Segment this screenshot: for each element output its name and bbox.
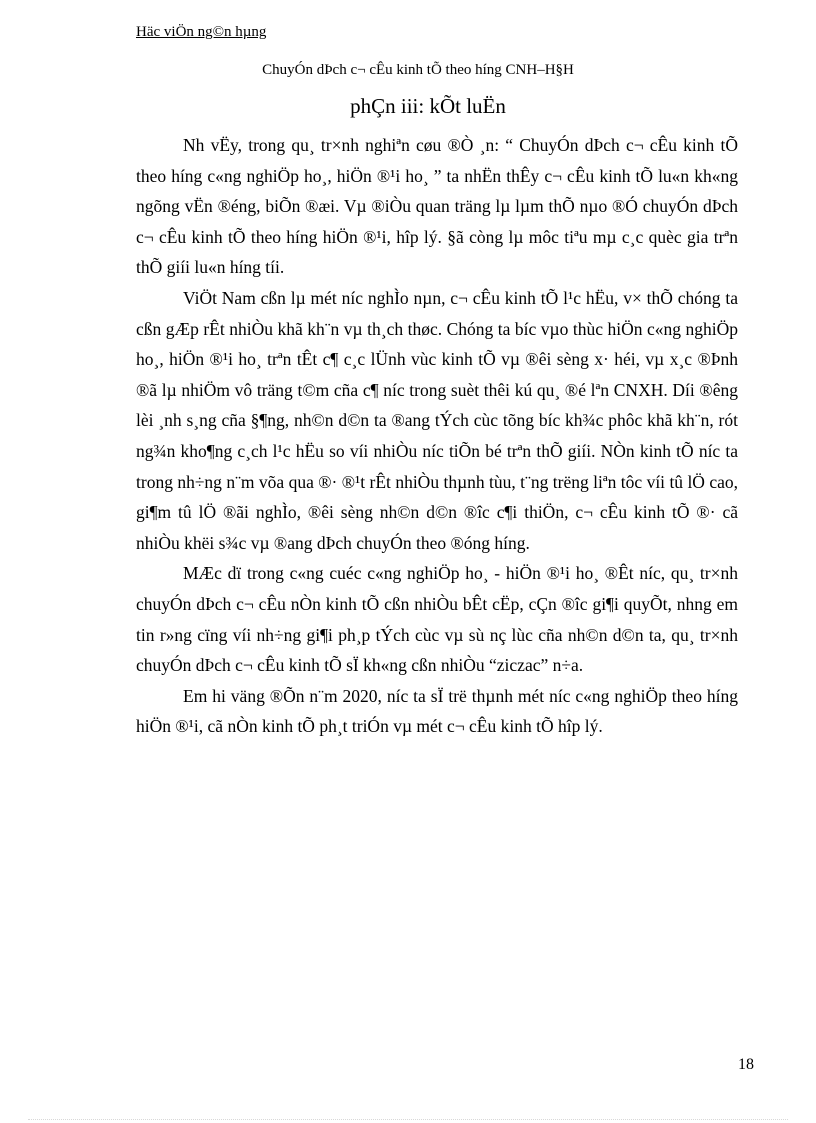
- body-text: [136, 130, 738, 742]
- paragraph-1: Nh vËy, trong qu¸ tr×nh nghiªn cøu ®Ò ¸n: “ ChuyÓn dÞch c¬ cÊu kinh tÕ theo híng c«ng nghiÖp ho¸, hiÖn ®¹i ho¸ ” ta nhËn thÊy c¬ cÊu kinh tÕ lu«n kh«ng ngõng vËn ®éng, biÕn ®æi. Vµ ®iÒu quan träng lµ lµm thÕ nµo ®Ó chuyÓn dÞch c¬ cÊu kinh tÕ theo híng hiÖn ®¹i, hîp lý. §ã còng lµ môc tiªu mµ c¸c quèc gia trªn thÕ giíi lu«n híng tíi.: [136, 135, 738, 278]
- section-title: phÇn iii: kÕt luËn: [350, 94, 506, 118]
- paragraph-2: ViÖt Nam cßn lµ mét níc nghÌo nµn, c¬ cÊu kinh tÕ l¹c hËu, v× thÕ chóng ta cßn gÆp rÊt nhiÒu khã kh¨n vµ th¸ch thøc. Chóng ta bíc vµo thùc hiÖn c«ng nghiÖp ho¸, hiÖn ®¹i ho¸ trªn tÊt c¶ c¸c lÜnh vùc kinh tÕ vµ ®êi sèng x· héi, vµ x¸c ®Þnh ®ã lµ nhiÖm vô träng t©m cña c¶ níc trong suèt thêi kú qu¸ ®é lªn CNXH. Díi ®êng lèi ¸nh s¸ng cña §¶ng, nh©n d©n ta ®ang tÝch cùc tõng bíc kh¾c phôc khã kh¨n, rót ng¾n kho¶ng c¸ch l¹c hËu so víi nhiÒu níc tiÕn bé trªn thÕ giíi. NÒn kinh tÕ níc ta trong nh÷ng n¨m võa qua ®· ®¹t rÊt nhiÒu thµnh tùu, t¨ng trëng liªn tôc víi tû lÖ cao, gi¶m tû lÖ ®ãi nghÌo, ®êi sèng nh©n d©n ®îc c¶i thiÖn, c¬ cÊu kinh tÕ ®· cã nhiÒu khëi s¾c vµ ®ang dÞch chuyÓn theo ®óng híng.: [136, 287, 738, 553]
- document-subtitle: ChuyÓn dÞch c¬ cÊu kinh tÕ theo híng CNH–H§H: [262, 62, 574, 78]
- paragraph-4: Em hi väng ®Õn n¨m 2020, níc ta sÏ trë thµnh mét níc c«ng nghiÖp theo híng hiÖn ®¹i, cã nÒn kinh tÕ ph¸t triÓn vµ mét c¬ cÊu kinh tÕ hîp lý.: [136, 685, 738, 737]
- paragraph-3: MÆc dï trong c«ng cuéc c«ng nghiÖp ho¸ - hiÖn ®¹i ho¸ ®Êt níc, qu¸ tr×nh chuyÓn dÞch c¬ cÊu nÒn kinh tÕ cßn nhiÒu bÊt cËp, cÇn ®îc gi¶i quyÕt, nhng em tin r»ng cïng víi nh÷ng gi¶i ph¸p tÝch cùc vµ sù nç lùc cña nh©n d©n ta, qu¸ tr×nh chuyÓn dÞch c¬ cÊu kinh tÕ sÏ kh«ng cßn nhiÒu “ziczac” n÷a.: [136, 563, 738, 676]
- page-bottom-divider: [28, 1119, 788, 1120]
- running-head: Häc viÖn ng©n hµng: [136, 24, 267, 40]
- page-number: 18: [738, 1056, 754, 1073]
